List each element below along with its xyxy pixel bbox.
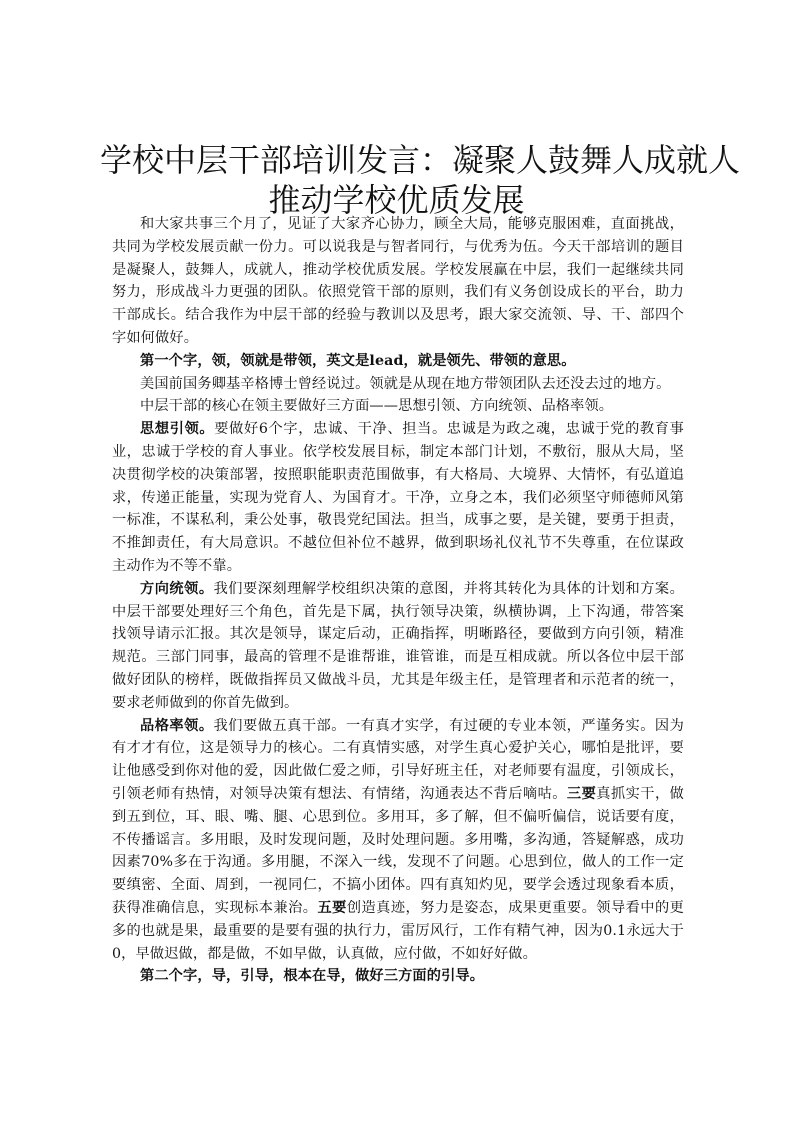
title-line-1: 学校中层干部培训发言：凝聚人鼓舞人成就人 [100, 141, 741, 179]
pinge-label-3: 三要 [566, 785, 597, 802]
sixiang-label: 思想引领。 [140, 421, 215, 438]
section-heading-2: 第二个字，导，引导，根本在导，做好三方面的引导。 [140, 968, 485, 985]
page-title [100, 140, 741, 220]
section-heading-1: 第一个字，领，领就是带领，英文是lead，就是领先、带领的意思。 [140, 352, 576, 369]
pinge-paragraph [112, 715, 684, 966]
pinge-text-b: 真抓实干，做到五到位，耳、眼、嘴、腿、心思到位。多用耳，多了解，但不偏听偏信，说话要有度，不传播谣言。多用眼，及时发现问题，及时处理问题。多用嘴，多沟通，答疑解惑，成功因素70%多在于沟通。多用腿，不深入一线，发现不了问题。心思到位，做人的工作一定要缜密、全面、周到，一视同仁，不搞小团体。四有真知灼见，要学会透过现象看本质，获得准确信息，实现标本兼治。 [112, 785, 684, 916]
fangxiang-text: 我们要深刻理解学校组织决策的意图，并将其转化为具体的计划和方案。中层干部要处理好三个角色，首先是下属，执行领导决策，纵横协调，上下沟通，带答案找领导请示汇报。其次是领导，谋定后动，正确指挥，明晰路径，要做到方向引领，精准规范。三部门同事，最高的管理不是谁帮谁，谁管谁，而是互相成就。所以各位中层干部做好团队的榜样，既做指挥员又做战斗员，尤其是年级主任，是管理者和示范者的统一，要求老师做到的你首先做到。 [112, 580, 684, 711]
fangxiang-label: 方向统领。 [140, 580, 214, 597]
pinge-label-5: 五要 [317, 899, 347, 916]
pinge-text-a: 我们要做五真干部。一有真才实学，有过硬的专业本领，严谨务实。因为有才才有位，这是领导力的核心。二有真情实感，对学生真心爱护关心，哪怕是批评，要让他感受到你对他的爱，因此做仁爱之师，引导好班主任，对老师要有温度，引领成长，引领老师有热情，对领导决策有想法、有情绪，沟通表达不背后嘀咕。 [112, 717, 684, 802]
kissinger-paragraph: 美国前国务卿基辛格博士曾经说过。领就是从现在地方带领团队去还没去过的地方。 [140, 375, 671, 392]
core-paragraph: 中层干部的核心在领主要做好三方面——思想引领、方向统领、品格率领。 [140, 398, 614, 415]
title-line-2: 推动学校优质发展 [268, 181, 525, 219]
document-body [112, 213, 684, 988]
pinge-label: 品格率领。 [140, 717, 214, 734]
fangxiang-paragraph [112, 578, 684, 715]
pinge-text-c: 创造真迹，努力是姿态，成果更重要。领导看中的更多的也就是果，最重要的是要有强的执行力，雷厉风行，工作有精气神，因为0.1永远大于0，早做迟做，都是做，不如早做，认真做，应付做，不如好好做。 [112, 899, 684, 962]
sixiang-paragraph [112, 418, 684, 578]
intro-paragraph: 和大家共事三个月了，见证了大家齐心协力，顾全大局，能够克服困难，直面挑战，共同为学校发展贡献一份力。可以说我是与智者同行，与优秀为伍。今天干部培训的题目是凝聚人，鼓舞人，成就人，推动学校优质发展。学校发展赢在中层，我们一起继续共同努力，形成战斗力更强的团队。依照党管干部的原则，我们有义务创设成长的平台，助力干部成长。结合我作为中层干部的经验与教训以及思考，跟大家交流领、导、干、部四个字如何做好。 [112, 216, 684, 346]
sixiang-text: 要做好6个字，忠诚、干净、担当。忠诚是为政之魂，忠诚于党的教育事业，忠诚于学校的育人事业。依学校发展目标，制定本部门计划，不敷衍，服从大局，坚决贯彻学校的决策部署，按照职能职责范围做事，有大格局、大境界、大情怀，有弘道追求，传递正能量，实现为党育人、为国育才。干净，立身之本，我们必须坚守师德师风第一标准，不谋私利，秉公处事，敬畏党纪国法。担当，成事之要，是关键，要勇于担责，不推卸责任，有大局意识。不越位但补位不越界，做到职场礼仪礼节不失尊重，在位谋政主动作为不等不靠。 [112, 421, 684, 574]
